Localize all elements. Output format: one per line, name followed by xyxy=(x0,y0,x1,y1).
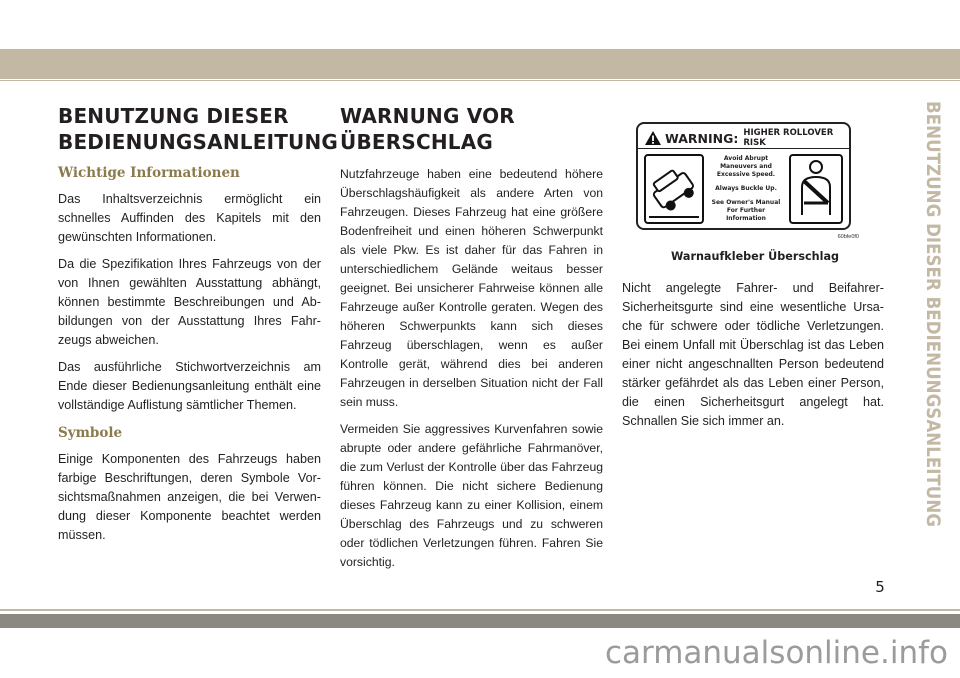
warning-word: WARNING: xyxy=(665,130,739,146)
warning-risk-text: HIGHER ROLLOVER RISK xyxy=(743,128,834,148)
page-number: 5 xyxy=(875,578,885,596)
rollover-car-icon xyxy=(643,153,705,225)
side-tab-svg xyxy=(909,101,944,587)
image-code: 60bfe0f0 xyxy=(837,234,859,240)
rollover-warning-label-image xyxy=(636,122,862,244)
paragraph: Einige Komponenten des Fahrzeugs haben farbige Beschriftungen, deren Symbole Vorsichtsmaßnahmen anzeigen, die bei Verwendung dieser Komponente beachtet werden müssen. xyxy=(58,452,321,542)
section-title-rollover-warning: WARNUNG VOR ÜBERSCHLAG xyxy=(340,104,515,154)
paragraph: Nicht angelegte Fahrer- und Beifahrer-Sicherheitsgurte sind eine wesentliche Ursache für schwere oder tödliche Verletzungen. Bei einem Unfall mit Überschlag ist das Leben einer nicht angeschnallten Person bedeutend stärker gefährdet als das Leben einer Person, die einen Sicherheitsgurt angelegt hat. Schnallen Sie sich immer an. xyxy=(622,281,884,428)
subheading-symbols: Symbole xyxy=(58,425,123,441)
footer-rule xyxy=(0,609,960,611)
paragraph: Nutzfahrzeuge haben eine bedeutend höhere Überschlagshäufigkeit als andere Arten von Fahrzeugen. Dieses Fahrzeug hat eine größere Bodenfreiheit und einen höheren Schwerpunkt als viele Pkw. Es ist daher für das Fahren in unterschiedlichem Gelände weitaus besser geeignet. Bei unsicherer Fahrweise können alle Fahrzeuge außer Kontrolle geraten. Wegen des höheren Schwerpunkts kann sich dieses Fahrzeug überschlagen, wenn es außer Kontrolle gerät, während dies bei anderen Fahrzeugen in derselben Situation nicht der Fall sein muss. xyxy=(340,167,603,409)
section-title-usage: BENUTZUNG DIESER BEDIENUNGSANLEITUNG xyxy=(58,104,339,154)
header-band xyxy=(0,49,960,79)
column-right xyxy=(622,103,884,439)
paragraph: Das ausführliche Stichwortverzeichnis am Ende dieser Bedienungsanleitung enthält eine vollständige Auflistung sämtlicher Themen. xyxy=(58,360,321,412)
warning-label-rule xyxy=(638,148,849,149)
side-tab-text: BENUTZUNG DIESER BEDIENUNGSANLEITUNG xyxy=(922,101,944,587)
paragraph: Vermeiden Sie aggressives Kurvenfahren sowie abrupte oder andere gefährliche Fahrmanöver, die zum Verlust der Kontrolle über das Fahrzeug führen können. Die nicht sichere Bedienung dieses Fahrzeug kann zu einer Kollision, einem Überschlag des Fahrzeugs und zu schweren oder tödlichen Verletzungen führen. Fahren Sie vorsichtig. xyxy=(340,422,603,569)
warning-label-instructions: Avoid Abrupt Maneuvers and Excessive Speed. Always Buckle Up. See Owner's Manual For Further Information xyxy=(711,155,781,222)
header-rule xyxy=(0,80,960,81)
warning-triangle-icon xyxy=(644,130,662,146)
paragraph: Da die Spezifikation Ihres Fahrzeugs von der von Ihnen gewählten Ausstattung abhängt, können bestimmte Beschreibungen und Abbildungen von der Ausstattung Ihres Fahrzeugs abweichen. xyxy=(58,257,321,347)
column-left xyxy=(58,103,339,553)
subheading-important-info: Wichtige Informationen xyxy=(58,165,240,181)
seatbelt-person-icon xyxy=(788,153,844,225)
warning-label-header xyxy=(644,130,849,146)
footer-band xyxy=(0,614,960,628)
watermark-text: carmanualsonline.info xyxy=(0,628,960,678)
paragraph: Das Inhaltsverzeichnis ermöglicht ein schnelles Auffinden des Kapitels mit den gewünschten Informationen. xyxy=(58,192,321,244)
column-middle xyxy=(340,103,603,580)
side-tab-chapter-title xyxy=(909,101,944,587)
figure-caption: Warnaufkleber Überschlag xyxy=(670,250,840,263)
warning-label-frame xyxy=(636,122,851,230)
